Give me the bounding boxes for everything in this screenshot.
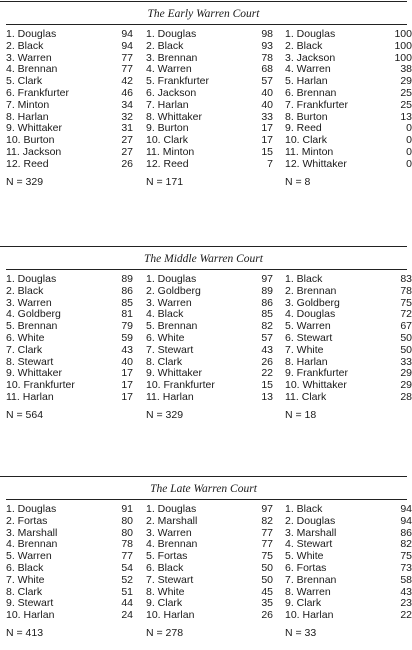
justice-name: 9. Reed <box>285 122 322 135</box>
justice-score: 51 <box>121 585 133 598</box>
justice-score: 86 <box>400 526 412 539</box>
justice-name: 12. Reed <box>6 157 49 170</box>
justice-name: 6. White <box>146 331 185 344</box>
justice-score: 44 <box>121 597 133 610</box>
justice-name: 4. Goldberg <box>6 308 61 321</box>
section-title-rule <box>6 24 407 25</box>
justice-score: 29 <box>400 379 412 392</box>
ranking-column-3 <box>285 274 412 404</box>
section-title-rule <box>6 499 407 500</box>
justice-score: 38 <box>400 63 412 76</box>
section-top-rule <box>0 476 407 477</box>
justice-score: 78 <box>261 51 273 64</box>
justice-name: 7. Clark <box>6 343 43 356</box>
justice-name: 4. Warren <box>146 63 192 76</box>
ranking-row <box>146 392 273 404</box>
ranking-row <box>6 88 133 100</box>
justice-name: 11. Harlan <box>146 390 194 403</box>
ranking-row <box>6 392 133 404</box>
justice-name: 3. Warren <box>6 296 52 309</box>
justice-score: 7 <box>267 157 273 170</box>
justice-name: 2. Brennan <box>285 284 337 297</box>
justice-name: 11. Jackson <box>6 145 62 158</box>
justice-score: 94 <box>400 514 412 527</box>
justice-name: 11. Minton <box>146 145 195 158</box>
ranking-row <box>285 575 412 587</box>
justice-score: 0 <box>406 134 412 147</box>
ranking-row <box>6 345 133 357</box>
justice-name: 8. Harlan <box>285 355 328 368</box>
justice-score: 94 <box>121 28 133 40</box>
justice-name: 9. Stewart <box>6 597 54 610</box>
ranking-row <box>285 392 412 404</box>
justice-name: 9. Whittaker <box>6 367 63 380</box>
justice-score: 31 <box>121 122 133 135</box>
justice-score: 85 <box>261 308 273 321</box>
justice-name: 1. Douglas <box>6 503 57 515</box>
justice-score: 77 <box>261 526 273 539</box>
justice-score: 86 <box>121 284 133 297</box>
ranking-row <box>146 286 273 298</box>
justice-score: 27 <box>121 134 133 147</box>
ranking-row <box>6 575 133 587</box>
justice-name: 7. Brennan <box>285 573 337 586</box>
ranking-row <box>285 563 412 575</box>
section-title: The Early Warren Court <box>147 8 260 20</box>
justice-score: 77 <box>121 63 133 76</box>
sample-size: N = 329 <box>146 408 184 421</box>
ranking-row <box>146 147 273 159</box>
justice-score: 81 <box>121 308 133 321</box>
justice-score: 98 <box>261 28 273 40</box>
section-title-rule <box>6 269 407 270</box>
justice-score: 94 <box>121 39 133 52</box>
justice-score: 100 <box>394 51 412 64</box>
justice-name: 6. Fortas <box>285 561 327 574</box>
ranking-row <box>6 610 133 622</box>
justice-score: 57 <box>261 75 273 88</box>
ranking-row <box>285 333 412 345</box>
justice-score: 100 <box>394 39 412 52</box>
justice-score: 82 <box>261 320 273 333</box>
ranking-column-1 <box>6 29 133 171</box>
justice-name: 10. Frankfurter <box>146 379 215 392</box>
justice-score: 17 <box>121 379 133 392</box>
justice-name: 7. Minton <box>6 98 50 111</box>
justice-name: 2. Douglas <box>285 514 336 527</box>
justice-score: 29 <box>400 367 412 380</box>
justice-name: 3. Goldberg <box>285 296 340 309</box>
justice-score: 15 <box>261 145 273 158</box>
justice-score: 26 <box>121 157 133 170</box>
justice-score: 97 <box>261 273 273 285</box>
sample-size: N = 8 <box>285 175 311 188</box>
justice-score: 17 <box>121 390 133 403</box>
sample-size: N = 171 <box>146 175 184 188</box>
justice-name: 5. Frankfurter <box>146 75 210 88</box>
ranking-row <box>146 333 273 345</box>
justice-score: 91 <box>121 503 133 515</box>
justice-score: 100 <box>394 28 412 40</box>
ranking-row <box>146 516 273 528</box>
justice-name: 10. Burton <box>6 134 55 147</box>
ranking-column-1 <box>6 504 133 622</box>
justice-name: 8. White <box>146 585 185 598</box>
justice-score: 78 <box>400 284 412 297</box>
justice-name: 2. Fortas <box>6 514 48 527</box>
justice-name: 4. Brennan <box>146 538 198 551</box>
justice-score: 43 <box>400 585 412 598</box>
justice-score: 0 <box>406 157 412 170</box>
section-top-rule <box>0 1 407 2</box>
justice-name: 12. Reed <box>146 157 189 170</box>
justice-name: 9. Burton <box>146 122 189 135</box>
ranking-row <box>146 41 273 53</box>
justice-name: 11. Clark <box>285 390 327 403</box>
justice-name: 4. Brennan <box>6 538 58 551</box>
ranking-row <box>6 286 133 298</box>
justice-score: 35 <box>261 597 273 610</box>
ranking-column-3 <box>285 29 412 171</box>
justice-score: 89 <box>121 273 133 285</box>
justice-name: 9. Frankfurter <box>285 367 349 380</box>
justice-score: 25 <box>400 98 412 111</box>
justice-score: 25 <box>400 86 412 99</box>
justice-score: 54 <box>121 561 133 574</box>
justice-name: 8. Clark <box>146 355 183 368</box>
ranking-row <box>6 563 133 575</box>
justice-name: 6. White <box>6 331 45 344</box>
ranking-row <box>6 333 133 345</box>
justice-score: 34 <box>121 98 133 111</box>
justice-name: 7. Stewart <box>146 573 194 586</box>
justice-name: 12. Whittaker <box>285 157 347 170</box>
ranking-row <box>146 159 273 171</box>
justice-name: 1. Black <box>285 273 323 285</box>
justice-name: 11. Harlan <box>6 390 54 403</box>
justice-name: 10. Harlan <box>285 609 334 622</box>
justice-score: 15 <box>261 379 273 392</box>
sample-size: N = 33 <box>285 627 317 639</box>
justice-score: 0 <box>406 122 412 135</box>
justice-score: 93 <box>261 39 273 52</box>
justice-name: 2. Marshall <box>146 514 198 527</box>
justice-score: 13 <box>261 390 273 403</box>
ranking-row <box>285 159 412 171</box>
ranking-row <box>146 88 273 100</box>
justice-name: 5. Clark <box>6 75 43 88</box>
sample-size: N = 278 <box>146 627 184 639</box>
justice-score: 50 <box>400 343 412 356</box>
justice-score: 67 <box>400 320 412 333</box>
justice-score: 57 <box>261 331 273 344</box>
justice-name: 6. Black <box>146 561 184 574</box>
justice-name: 3. Warren <box>6 51 52 64</box>
justice-score: 50 <box>261 573 273 586</box>
justice-score: 22 <box>400 609 412 622</box>
justice-name: 3. Jackson <box>285 51 336 64</box>
justice-name: 1. Douglas <box>285 28 336 40</box>
justice-name: 7. Stewart <box>146 343 194 356</box>
justice-name: 2. Goldberg <box>146 284 201 297</box>
justice-name: 9. Whittaker <box>6 122 63 135</box>
justice-name: 5. Fortas <box>146 550 188 563</box>
justice-score: 33 <box>261 110 273 123</box>
justice-score: 79 <box>121 320 133 333</box>
justice-name: 6. Black <box>6 561 44 574</box>
justice-score: 40 <box>261 86 273 99</box>
ranking-column-2 <box>146 29 273 171</box>
justice-name: 8. Burton <box>285 110 328 123</box>
justice-score: 33 <box>400 355 412 368</box>
justice-name: 10. Clark <box>146 134 189 147</box>
justice-name: 10. Harlan <box>6 609 55 622</box>
ranking-row <box>6 100 133 112</box>
justice-name: 6. Jackson <box>146 86 197 99</box>
justice-score: 40 <box>121 355 133 368</box>
justice-score: 75 <box>400 550 412 563</box>
sample-size: N = 564 <box>6 408 44 421</box>
justice-name: 2. Black <box>285 39 323 52</box>
justice-name: 7. Harlan <box>146 98 189 111</box>
ranking-row <box>6 159 133 171</box>
justice-score: 75 <box>261 550 273 563</box>
justice-score: 27 <box>121 145 133 158</box>
ranking-row <box>285 88 412 100</box>
justice-score: 43 <box>261 343 273 356</box>
justice-score: 52 <box>121 573 133 586</box>
ranking-row <box>146 575 273 587</box>
justice-name: 5. Brennan <box>6 320 58 333</box>
justice-name: 3. Marshall <box>6 526 58 539</box>
justice-name: 5. Warren <box>285 320 331 333</box>
ranking-row <box>146 100 273 112</box>
justice-score: 23 <box>400 597 412 610</box>
ranking-row <box>146 610 273 622</box>
justice-score: 82 <box>261 514 273 527</box>
justice-score: 26 <box>261 609 273 622</box>
justice-score: 59 <box>121 331 133 344</box>
justice-score: 58 <box>400 573 412 586</box>
justice-score: 24 <box>121 609 133 622</box>
section-top-rule <box>0 246 407 247</box>
justice-name: 3. Marshall <box>285 526 337 539</box>
justice-score: 13 <box>400 110 412 123</box>
justice-name: 3. Brennan <box>146 51 198 64</box>
justice-name: 4. Warren <box>285 63 331 76</box>
justice-score: 72 <box>400 308 412 321</box>
justice-score: 89 <box>261 284 273 297</box>
justice-name: 10. Frankfurter <box>6 379 75 392</box>
justice-name: 10. Harlan <box>146 609 195 622</box>
sample-size: N = 329 <box>6 175 44 188</box>
justice-name: 1. Black <box>285 503 323 515</box>
ranking-row <box>146 563 273 575</box>
justice-score: 0 <box>406 145 412 158</box>
ranking-row <box>6 41 133 53</box>
justice-name: 5. Harlan <box>285 75 328 88</box>
justice-name: 2. Black <box>146 39 184 52</box>
justice-name: 1. Douglas <box>146 503 197 515</box>
justice-name: 4. Brennan <box>6 63 58 76</box>
justice-score: 26 <box>261 355 273 368</box>
justice-score: 77 <box>121 51 133 64</box>
sample-size: N = 413 <box>6 627 44 639</box>
justice-name: 10. Whittaker <box>285 379 347 392</box>
justice-score: 28 <box>400 390 412 403</box>
justice-name: 5. White <box>285 550 324 563</box>
section-title: The Late Warren Court <box>150 483 257 495</box>
justice-score: 46 <box>121 86 133 99</box>
justice-name: 7. Frankfurter <box>285 98 349 111</box>
justice-name: 3. Warren <box>146 296 192 309</box>
justice-name: 9. Whittaker <box>146 367 203 380</box>
justice-score: 75 <box>400 296 412 309</box>
justice-name: 1. Douglas <box>6 273 57 285</box>
justice-score: 29 <box>400 75 412 88</box>
justice-name: 10. Clark <box>285 134 328 147</box>
justice-score: 94 <box>400 503 412 515</box>
justice-name: 6. Brennan <box>285 86 337 99</box>
justice-name: 3. Warren <box>146 526 192 539</box>
ranking-row <box>285 286 412 298</box>
justice-score: 32 <box>121 110 133 123</box>
ranking-column-2 <box>146 504 273 622</box>
justice-name: 4. Black <box>146 308 184 321</box>
justice-score: 78 <box>121 538 133 551</box>
justice-score: 85 <box>121 296 133 309</box>
justice-name: 8. Warren <box>285 585 331 598</box>
justice-name: 8. Whittaker <box>146 110 203 123</box>
justice-score: 22 <box>261 367 273 380</box>
justice-name: 9. Clark <box>146 597 183 610</box>
justice-score: 50 <box>400 331 412 344</box>
justice-score: 86 <box>261 296 273 309</box>
justice-score: 17 <box>261 134 273 147</box>
justice-score: 45 <box>261 585 273 598</box>
justice-name: 5. Warren <box>6 550 52 563</box>
ranking-row <box>285 345 412 357</box>
justice-score: 97 <box>261 503 273 515</box>
justice-score: 42 <box>121 75 133 88</box>
justice-score: 80 <box>121 514 133 527</box>
justice-score: 80 <box>121 526 133 539</box>
ranking-column-1 <box>6 274 133 404</box>
justice-name: 11. Minton <box>285 145 334 158</box>
justice-score: 82 <box>400 538 412 551</box>
justice-name: 8. Harlan <box>6 110 49 123</box>
justice-name: 1. Douglas <box>146 273 197 285</box>
ranking-row <box>6 147 133 159</box>
justice-score: 68 <box>261 63 273 76</box>
justice-name: 2. Black <box>6 39 44 52</box>
justice-score: 73 <box>400 561 412 574</box>
justice-score: 77 <box>261 538 273 551</box>
justice-name: 1. Douglas <box>6 28 57 40</box>
ranking-column-3 <box>285 504 412 622</box>
justice-name: 5. Brennan <box>146 320 198 333</box>
justice-score: 83 <box>400 273 412 285</box>
justice-name: 6. Frankfurter <box>6 86 70 99</box>
sample-size: N = 18 <box>285 408 317 421</box>
ranking-row <box>285 147 412 159</box>
ranking-row <box>285 516 412 528</box>
justice-score: 17 <box>261 122 273 135</box>
ranking-row <box>285 100 412 112</box>
justice-name: 9. Clark <box>285 597 322 610</box>
ranking-column-2 <box>146 274 273 404</box>
ranking-row <box>6 516 133 528</box>
justice-score: 43 <box>121 343 133 356</box>
justice-name: 4. Stewart <box>285 538 333 551</box>
justice-name: 8. Clark <box>6 585 43 598</box>
ranking-row <box>146 345 273 357</box>
justice-name: 2. Black <box>6 284 44 297</box>
justice-name: 6. Stewart <box>285 331 333 344</box>
ranking-row <box>285 610 412 622</box>
justice-name: 4. Douglas <box>285 308 336 321</box>
justice-score: 40 <box>261 98 273 111</box>
justice-name: 1. Douglas <box>146 28 197 40</box>
justice-name: 7. White <box>285 343 324 356</box>
justice-name: 8. Stewart <box>6 355 54 368</box>
section-title: The Middle Warren Court <box>144 253 263 265</box>
justice-score: 50 <box>261 561 273 574</box>
ranking-row <box>285 41 412 53</box>
justice-score: 17 <box>121 367 133 380</box>
justice-score: 77 <box>121 550 133 563</box>
justice-name: 7. White <box>6 573 45 586</box>
